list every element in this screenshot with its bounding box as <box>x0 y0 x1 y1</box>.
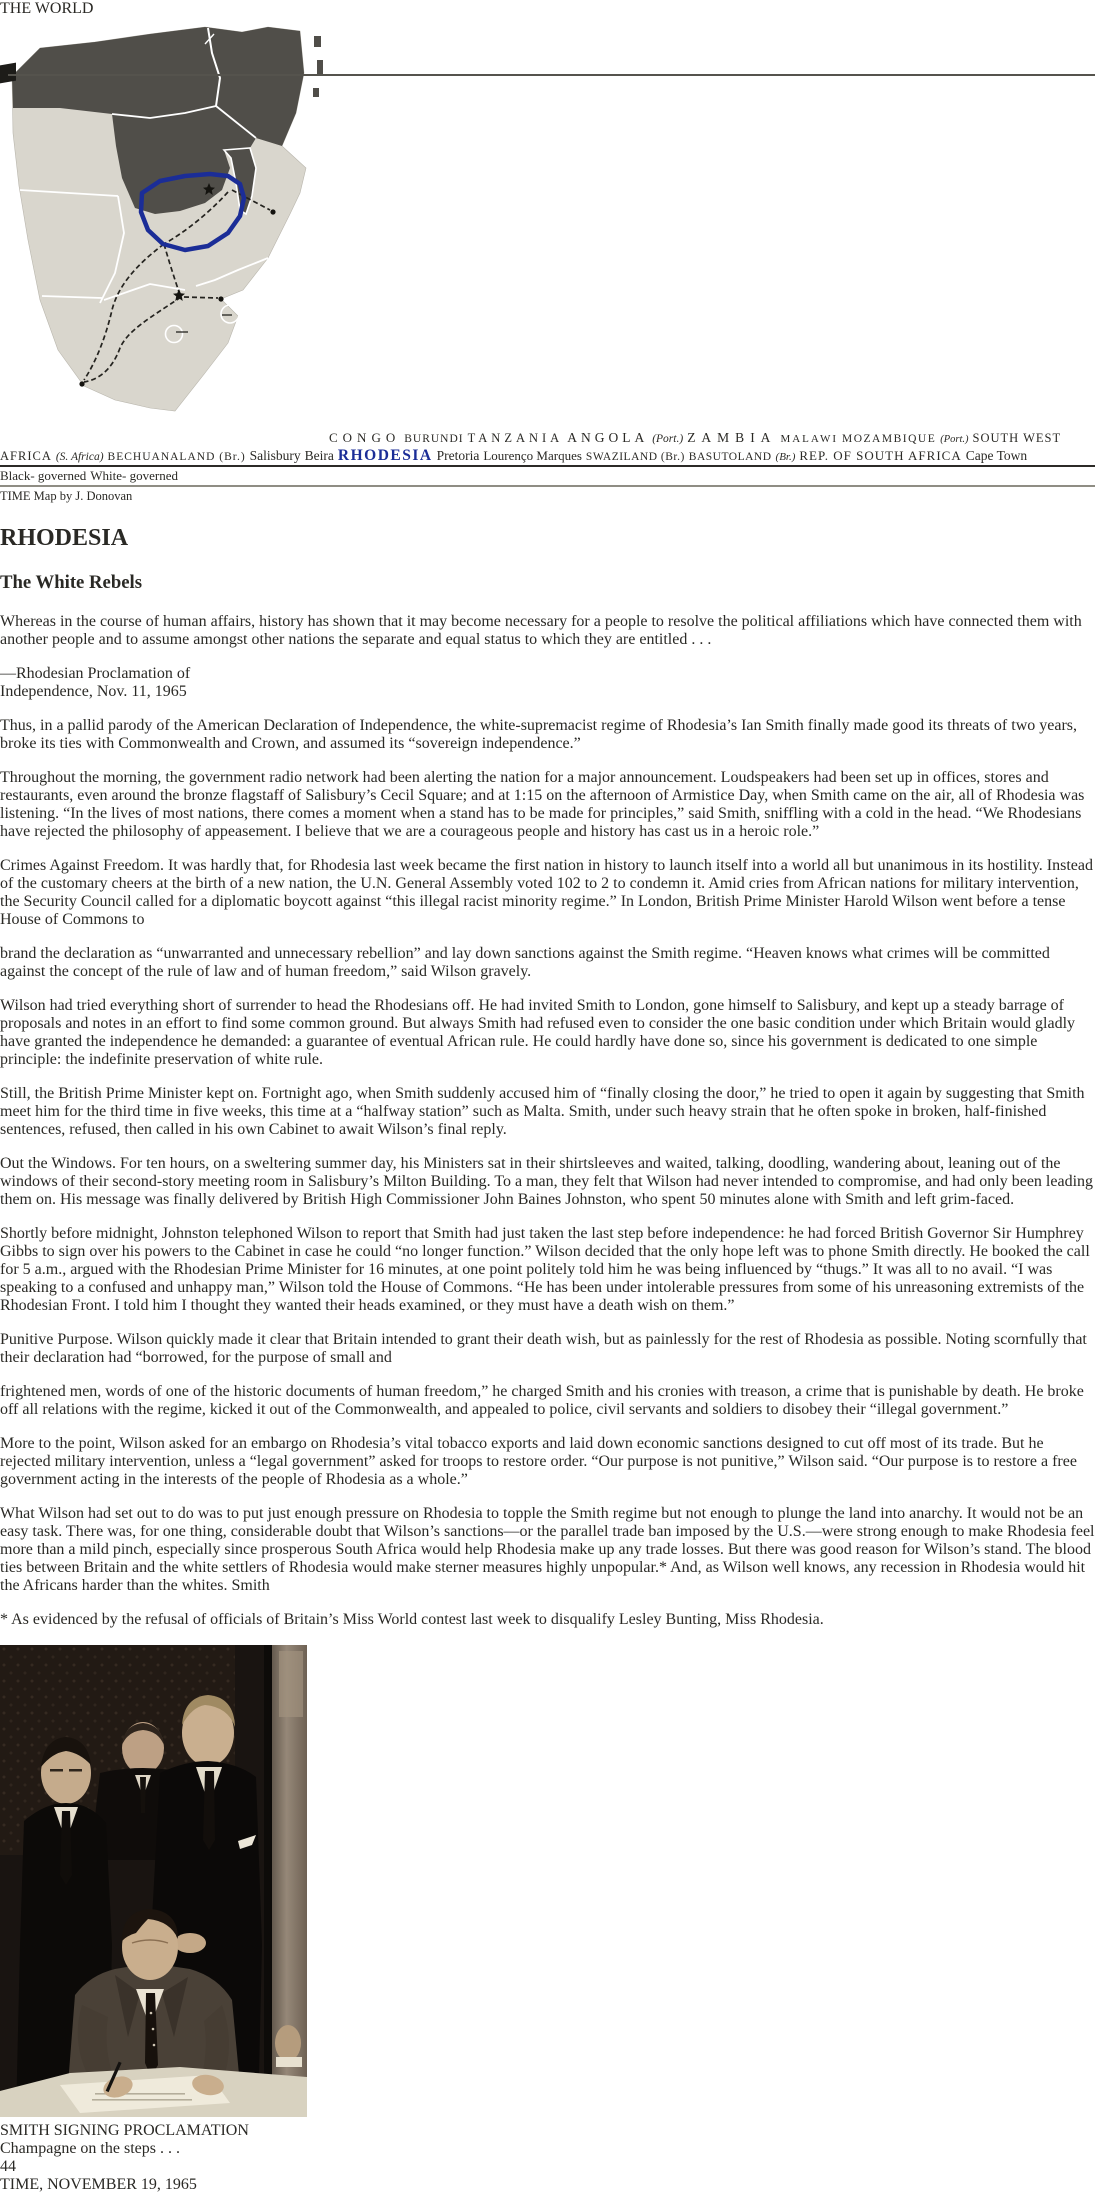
paragraph: Still, the British Prime Minister kept on. Fortnight ago, when Smith suddenly accused him of “finally closing the door,” he tried to open it again by suggesting that Smith meet him for the third time in five weeks, this time at a “halfway station” such as Malta. Smith, under such heavy strain that he often spoke in broken, half-finished sentences, refused, then called in his own Cabinet to await Wilson’s final reply. <box>0 1084 1085 1138</box>
paragraph <box>0 1331 1095 1367</box>
quote-attribution-line1: —Rhodesian Proclamation of <box>0 664 191 682</box>
paragraph-text: It was hardly that, for Rhodesia last week became the first nation in history to launch itself into a world all but unanimous in its hostility. Instead of the customary cheers at the birth of a new nation, the U.N. General Assembly voted 102 to 2 to condemn it. Amid cries from African nations for military intervention, the Security Council called for a diplomatic boycott against “this illegal racist minority regime.” In London, British Prime Minister Harold Wilson went before a tense House of Commons to <box>0 856 1093 928</box>
proclamation-quote: Whereas in the course of human affairs, history has shown that it may become necessary for a people to resolve the political affiliations which have connected them with another people and to assume amongst other nations the separate and equal status to which they are entitled . . . <box>0 612 1082 648</box>
map-label-mozambique-note: (Port.) <box>940 434 969 445</box>
map-label-malawi: MALAWI <box>780 433 838 445</box>
map-label-burundi: BURUNDI <box>404 433 464 445</box>
photo-caption-title: SMITH SIGNING PROCLAMATION <box>0 2121 249 2139</box>
paragraph-lead: Crimes Against Freedom. <box>0 856 164 874</box>
footnote: * As evidenced by the refusal of officials of Britain’s Miss World contest last week to disqualify Lesley Bunting, Miss Rhodesia. <box>0 1610 824 1628</box>
paragraph-lead: Punitive Purpose. <box>0 1330 113 1348</box>
article-column-1 <box>0 525 1095 929</box>
map-label-tanzania: TANZANIA <box>467 431 564 445</box>
paragraph: Thus, in a pallid parody of the American Declaration of Independence, the white-supremacist regime of Rhodesia’s Ian Smith finally made good its threats of two years, broke its ties with Commonwealth and Crown, and assumed its “sovereign independence.” <box>0 716 1078 752</box>
paragraph-lead: Out the Windows. <box>0 1154 116 1172</box>
legend-white-swatch <box>0 485 1095 487</box>
page-stack-edge <box>6 78 52 1536</box>
paragraph: brand the declaration as “unwarranted and unnecessary rebellion” and lay down sanctions against the Smith regime. “Heaven knows what crimes will be committed against the concept of the rule of law and of human freedom,” said Wilson gravely. <box>0 944 1050 980</box>
legend-black-label: Black- governed <box>0 468 87 483</box>
map-label-pretoria: Pretoria <box>436 448 480 463</box>
map-label-salisbury: Salisbury <box>249 448 301 463</box>
map-label-south-africa: REP. OF SOUTH AFRICA <box>799 448 962 463</box>
map-label-swa-note: (S. Africa) <box>55 451 104 463</box>
cape-town-dot-icon <box>79 381 84 386</box>
paragraph: Wilson had tried everything short of surrender to head the Rhodesians off. He had invited Smith to London, gone himself to Salisbury, and kept up a steady barrage of proposals and notes in an effort to find some common ground. But always Smith had refused even to consider the one basic condition under which Britain would gladly have granted the independence he demanded: a guarantee of eventual African rule. He could hardly have done so, since his government is dedicated to one simple principle: the indefinite preservation of white rule. <box>0 996 1076 1068</box>
map-credit: TIME Map by J. Donovan <box>0 489 133 503</box>
map-label-beira: Beira <box>304 448 334 463</box>
legend-black-swatch <box>0 465 1095 467</box>
photo-smith-signing <box>0 1645 1095 2122</box>
paragraph: What Wilson had set out to do was to put just enough pressure on Rhodesia to topple the Smith regime but not enough to plunge the land into anarchy. It would not be an easy task. There was, for one thing, considerable doubt that Wilson’s sanctions—or the parallel trade ban imposed by the U.S.—were strong enough to make Rhodesia feel more than a mild pinch, especially since prosperous South Africa would help Rhodesia make up any trade losses. But there was good reason for Wilson’s stand. The blood ties between Britain and the white settlers of Rhodesia would make sterner measures highly unpopular.* And, as Wilson well knows, any recession in Rhodesia would hit the Africans harder than the whites. Smith <box>0 1504 1095 1594</box>
paragraph: Shortly before midnight, Johnston telephoned Wilson to report that Smith had just taken the last step before independence: he had forced British Governor Sir Humphrey Gibbs to sign over his powers to the Cabinet in case he could “no longer function.” Wilson decided that the only hope left was to phone Smith directly. He booked the call for 5 a.m., argued with the Rhodesian Prime Minister for 16 minutes, at one point politely told him he was being influenced by “thugs.” It was all to no avail. “I was speaking to a confused and unhappy man,” Wilson told the House of Commons. “He has been under intolerable pressures from some of his unreasoning extremists of the Rhodesian Front. I told him I thought they wanted their heads examined, or they must have a death wish on them.” <box>0 1224 1090 1314</box>
page-top-edge <box>8 74 1095 76</box>
article-column-2 <box>0 945 1095 1367</box>
beira-dot-icon <box>270 209 275 214</box>
article-column-3 <box>0 1383 1095 1629</box>
article-section-title: RHODESIA <box>0 524 129 551</box>
paragraph: Throughout the morning, the government radio network had been alerting the nation for a major announcement. Loudspeakers had been set up in offices, stores and restaurants, even around the bronze flagstaff of Salisbury’s Cecil Square; and at 1:15 on the afternoon of Armistice Day, when Smith came on the air, all of Rhodesia was listening. “In the lives of most nations, there comes a moment when a stand has to be made for principles,” said Smith, sniffling with a cold in the head. “We Rhodesians have rejected the philosophy of appeasement. I believe that we are a courageous people and history has cast us in a heroic role.” <box>0 768 1085 840</box>
page-number: 44 <box>0 2157 16 2175</box>
map-label-angola: ANGOLA <box>567 430 649 445</box>
map-label-mozambique: MOZAMBIQUE <box>842 433 937 445</box>
map-label-zambia: ZAMBIA <box>687 430 777 445</box>
map-label-basutoland: BASUTOLAND <box>688 451 772 463</box>
photo-illustration <box>0 1645 307 2117</box>
paragraph <box>0 857 1095 929</box>
paragraph-text: For ten hours, on a sweltering summer day, his Ministers sat in their shirtsleeves and waited, talking, doodling, wandering about, leaning out of the windows of their second-story meeting room in Salisbury’s Milton Building. To a man, they felt that Wilson had never intended to compromise, and had only been leading them on. His message was finally delivered by British High Commissioner John Baines Johnston, who spent 50 minutes alone with Smith and left grim-faced. <box>0 1154 1094 1208</box>
paragraph: More to the point, Wilson asked for an embargo on Rhodesia’s vital tobacco exports and laid down economic sanctions designed to cut off most of its trade. But he rejected military intervention, unless a “legal government” asked for troops to restore order. “Our purpose is not punitive,” Wilson said. “Our purpose is to restore a free government acting in the interests of the people of Rhodesia as a whole.” <box>0 1434 1077 1488</box>
map-label-south-west-africa: SOUTH WEST AFRICA <box>0 431 1061 463</box>
paragraph <box>0 1155 1095 1209</box>
paragraph: frightened men, words of one of the historic documents of human freedom,” he charged Smith and his cronies with treason, a crime that is punishable by death. He broke off all relations with the regime, kicked it out of the Commonwealth, and appealed to police, civil servants and soldiers to disobey their “illegal government.” <box>0 1382 1084 1418</box>
africa-map <box>0 18 1095 505</box>
quote-attribution-line2: Independence, Nov. 11, 1965 <box>0 682 187 700</box>
map-label-swaziland: SWAZILAND (Br.) <box>585 451 685 463</box>
map-label-basutoland-note: (Br.) <box>775 451 796 463</box>
map-label-rhodesia: RHODESIA <box>337 447 433 464</box>
paragraph-text: Wilson quickly made it clear that Britain intended to grant their death wish, but as painlessly for the rest of Rhodesia as possible. Noting scornfully that their declaration had “borrowed, for the purpose of small and <box>0 1330 1087 1366</box>
photo-caption-subtitle: Champagne on the steps . . . <box>0 2139 180 2157</box>
section-header: THE WORLD <box>0 0 94 17</box>
article-story-title: The White Rebels <box>0 571 143 593</box>
issue-footer: TIME, NOVEMBER 19, 1965 <box>0 2175 197 2193</box>
map-label-angola-note: (Port.) <box>652 433 684 445</box>
map-label-cape-town: Cape Town <box>965 448 1028 463</box>
map-label-congo: CONGO <box>329 430 401 445</box>
legend-white-label: White- governed <box>90 468 178 483</box>
map-label-bechuanaland: BECHUANALAND (Br.) <box>107 451 246 463</box>
map-label-lourenco-marques: Lourenço Marques <box>483 448 582 463</box>
lourenco-marques-dot-icon <box>218 296 223 301</box>
